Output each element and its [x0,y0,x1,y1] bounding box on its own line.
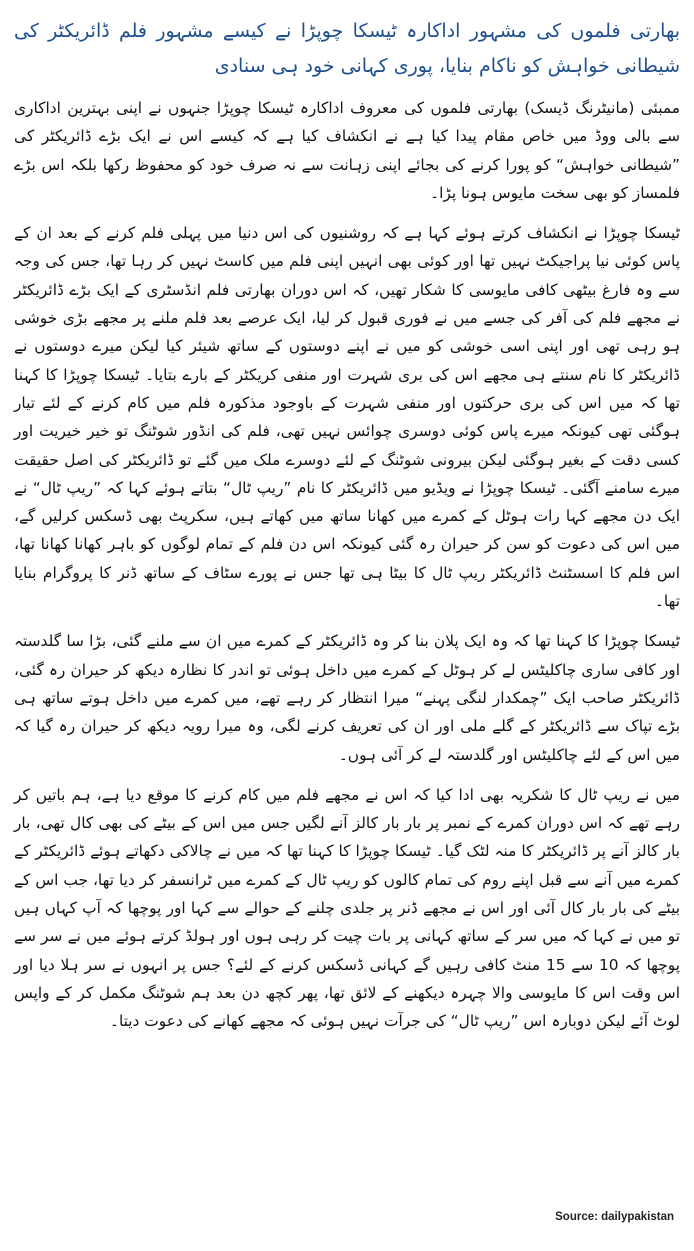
article-headline: بھارتی فلموں کی مشہور اداکارہ ٹیسکا چوپڑا نے کیسے مشہور فلم ڈائریکٹر کی شیطانی خواہش کو ناکام بنایا، پوری کہانی خود ہی سنادی [14,20,680,77]
article-paragraph-1: ممبئی (مانیٹرنگ ڈیسک) بھارتی فلموں کی معروف اداکارہ ٹیسکا چوپڑا جنہوں نے اپنی بہترین اداکاری سے بالی ووڈ میں خاص مقام پیدا کیا ہے نے انکشاف کیا ہے کہ کیسے اس نے ایک بڑے ڈائریکٹر کی ”شیطانی خواہش“ کو پورا کرنے کی بجائے اپنی زہانت سے نہ صرف خود کو محفوظ رکھا بلکہ اس بڑے فلمساز کو بھی سخت مایوس ہونا پڑا۔ [14,99,680,202]
article-paragraph-2: ٹیسکا چوپڑا نے انکشاف کرتے ہوئے کہا ہے کہ روشنیوں کی اس دنیا میں پہلی فلم کرنے کے بعد ان کے پاس کوئی نیا پراجیکٹ نہیں تھا اور کوئی بھی انہیں اپنی فلم میں کاسٹ نہیں کر رہا تھا، جس کی وجہ سے وہ فارغ بیٹھی کافی مایوسی کا شکار تھیں، کہ اس دوران بھارتی فلم انڈسٹری کے ایک بڑے ڈائریکٹر نے مجھے فلم کی آفر کی جسے میں نے فوری قبول کر لیا، ایک عرصے بعد فلم ملنے پر مجھے بڑی خوشی ہو رہی تھی اور اپنی اسی خوشی کو میں نے اپنے دوستوں کے ساتھ شیئر کیا لیکن میرے دوستوں نے ڈائریکٹر کا نام سنتے ہی مجھے اس کی بری شہرت اور منفی کریکٹر کے بارے بتایا۔ ٹیسکا چوپڑا کا کہنا تھا کہ میں اس کی بری حرکتوں اور منفی شہرت کے باوجود مذکورہ فلم میں کام کرنے کے لئے تیار ہوگئی تھی کیونکہ میرے پاس کوئی دوسری چوائس نہیں تھی، فلم کی انڈور شوٹنگ تو خیر خیریت اور کسی دقت کے بغیر ہوگئی لیکن بیرونی شوٹنگ کے لئے دوسرے ملک میں گئے تو ڈائریکٹر کی اصل حقیقت میرے سامنے آگئی۔ ٹیسکا چوپڑا نے ویڈیو میں ڈائریکٹر کا نام ”ریپ ٹال“ بتاتے ہوئے کہا کہ ”ریپ ٹال“ نے ایک دن مجھے کہا رات ہوٹل کے کمرے میں کھانا ساتھ میں کھاتے ہیں، سکرپٹ بھی ڈسکس کرلیں گے، میں اس کی دعوت کو سن کر حیران رہ گئی کیونکہ اس دن فلم کے تمام لوگوں کو باہر کھانا کھانا تھا، اس فلم کا اسسٹنٹ ڈائریکٹر ریپ ٹال کا بیٹا ہی تھا جس نے پورے سٹاف کے ساتھ ڈنر کا پروگرام بنایا تھا۔ [14,224,680,611]
article-paragraph-4: میں نے ریپ ٹال کا شکریہ بھی ادا کیا کہ اس نے مجھے فلم میں کام کرنے کا موقع دیا ہے، ہم باتیں کر رہے تھے کہ اس دوران کمرے کے نمبر پر بار بار کالز آنے لگیں جس میں اس کے بیٹے کی بھی کال تھی، بار بار کالز آنے پر ڈائریکٹر کا منہ لٹک گیا۔ ٹیسکا چوپڑا کا کہنا تھا کہ میں نے چالاکی دکھاتے ہوئے ڈائریکٹر کے کمرے میں آنے سے قبل اپنے روم کی تمام کالوں کو ریپ ٹال کے کمرے میں ٹرانسفر کر دیا تھا، جب اس کے بیٹے کی بار بار کال آئی اور اس نے مجھے ڈنر پر جلدی چلنے کے حوالے سے کہا اور پوچھا کہ آپ کہاں ہیں تو میں نے کہا کہ میں سر کے ساتھ کہانی پر بات چیت کر رہی ہوں اور ہولڈ کرتے ہوئے میں نے سر سے پوچھا کہ 10 سے 15 منٹ کافی رہیں گے کہانی ڈسکس کرنے کے لئے؟ جس پر انہوں نے سر ہلا دیا اور اس وقت اس کا مایوسی والا چہرہ دیکھنے کے لائق تھا، پھر کچھ دن بعد ہم شوٹنگ مکمل کر کے واپس لوٹ آئے لیکن دوبارہ اس ”ریپ ٹال“ کی جرآت نہیں ہوئی کہ مجھے کھانے کی دعوت دیتا۔ [14,785,680,1031]
article-paragraph-3: ٹیسکا چوپڑا کا کہنا تھا کہ وہ ایک پلان بنا کر وہ ڈائریکٹر کے کمرے میں ان سے ملنے گئی، بڑا سا گلدستہ اور کافی ساری چاکلیٹس لے کر ہوٹل کے کمرے میں داخل ہوئی تو اندر کا نظارہ دیکھ کر حیران رہ گئی، ڈائریکٹر صاحب ایک ”چمکدار لنگی پہنے“ میرا انتظار کر رہے تھے، میں کمرے میں داخل ہوتے ساتھ ہی بڑے تپاک سے ڈائریکٹر کے گلے ملی اور ان کی تعریف کرنے لگی، وہ میرا رویہ دیکھ کر حیران رہ گیا کہ میں اس کے لئے چاکلیٹس اور گلدستہ لے کر آئی ہوں۔ [14,632,680,764]
source-credit: Source: dailypakistan [555,1211,674,1223]
